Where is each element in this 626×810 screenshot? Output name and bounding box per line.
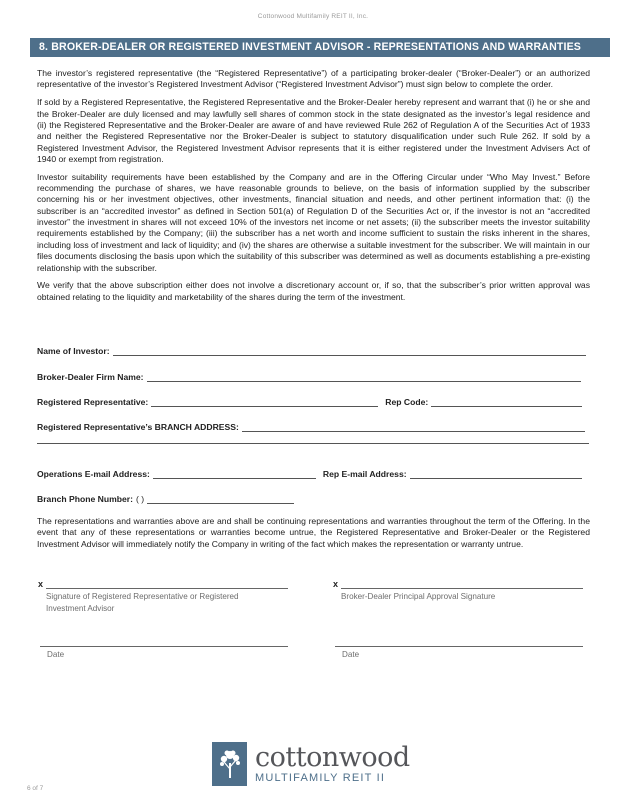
page-number: 6 of 7	[27, 785, 44, 792]
email-field-row	[37, 466, 582, 479]
cottonwood-logo	[212, 742, 410, 786]
rep-code-label: Rep Code:	[385, 397, 429, 407]
rep-signature-caption-line2: Investment Advisor	[46, 603, 115, 613]
principal-signature-caption: Broker-Dealer Principal Approval Signature	[341, 592, 496, 601]
rep-code-input[interactable]	[431, 397, 582, 407]
closing-statement: The representations and warranties above are and shall be continuing representations and warranties throughout the term of the Offering. In the event that any of these representations or warranties become untrue, the Registered Representative and Broker-Dealer or the Registered Investment Advisor will immediately notify the Company in writing of the fact which makes the representation or warranty untrue.	[37, 516, 590, 549]
rep-email-label: Rep E-mail Address:	[322, 469, 407, 479]
branch-address-label: Registered Representative’s BRANCH ADDRESS:	[37, 422, 239, 432]
branch-phone-label: Branch Phone Number:	[37, 494, 133, 504]
section-heading: 8. BROKER-DEALER OR REGISTERED INVESTMENT ADVISOR - REPRESENTATIONS AND WARRANTIES	[30, 38, 610, 57]
branch-address-field	[37, 419, 585, 432]
rep-signature-caption-line1: Signature of Registered Representative or Registered	[46, 592, 239, 601]
investor-name-input[interactable]	[113, 346, 586, 356]
operations-email-label: Operations E-mail Address:	[37, 469, 150, 479]
phone-area-code[interactable]: ( )	[135, 494, 145, 504]
principal-date-line[interactable]	[335, 639, 583, 647]
paragraph-intro: The investor’s registered representative (the “Registered Representative”) of a participating broker-dealer (“Broker-Dealer”) or an authorized representative of the investor’s Registered Investment Advisor (“Registered Investment Advisor”) must sign below to complete the order.	[37, 68, 590, 90]
rep-signature-line[interactable]	[46, 581, 288, 589]
paragraph-verification: We verify that the above subscription either does not involve a discretionary account or, if so, that the subscriber’s prior written approval was obtained relating to the liquidity and marketability of the shares during the term of the investment.	[37, 280, 590, 302]
paragraph-suitability: Investor suitability requirements have been established by the Company and are in the Offering Circular under “Who May Invest.” Before recommending the purchase of shares, we have reasonable grounds to believe, on the basis of information supplied by the subscriber concerning his or her investment objectives, other investments, financial situation and needs, and other pertinent information that: (i) the subscriber is an “accredited investor” as defined in Section 501(a) of Regulation D of the Securities Act or, if the investor is not an “accredited investor” the investment in shares will not exceed 10% of the investors net income or net assets; (ii) the subscriber meets the investor suitability requirements established by the Company; (iii) the subscriber has a net worth and income sufficient to sustain the risks inherent in the shares, including loss of investment and lack of liquidity; and (iv) the shares are otherwise a suitable investment for the subscriber. We will maintain in our files documents disclosing the basis upon which the suitability of this subscriber was determined as well as documents establishing a pre-existing relationship with the subscriber.	[37, 171, 590, 273]
rep-date-caption: Date	[47, 650, 65, 659]
body-text	[37, 68, 590, 310]
tree-logo-icon	[212, 742, 247, 786]
investor-name-label: Name of Investor:	[37, 346, 110, 356]
branch-address-input[interactable]	[242, 422, 585, 432]
branch-phone-input[interactable]	[147, 494, 294, 504]
tree-icon	[219, 749, 241, 779]
principal-signature-line[interactable]	[341, 581, 583, 589]
rep-signature-caption	[46, 591, 239, 614]
rep-email-input[interactable]	[410, 469, 582, 479]
firm-name-label: Broker-Dealer Firm Name:	[37, 372, 144, 382]
logo-subtitle: MULTIFAMILY REIT II	[255, 772, 386, 784]
logo-wordmark: cottonwood	[255, 742, 410, 773]
registered-rep-field	[37, 394, 582, 407]
operations-email-input[interactable]	[153, 469, 316, 479]
investor-name-field	[37, 343, 586, 356]
principal-date-caption: Date	[342, 650, 360, 659]
branch-address-line-2[interactable]	[37, 443, 589, 444]
rep-date-line[interactable]	[40, 639, 288, 647]
header-company-name: Cottonwood Multifamily REIT II, Inc.	[257, 13, 369, 20]
firm-name-field	[37, 369, 581, 382]
right-signature-mark: x	[333, 579, 339, 589]
branch-phone-field	[37, 491, 294, 504]
registered-rep-label: Registered Representative:	[37, 397, 149, 407]
left-signature-mark: x	[38, 579, 44, 589]
paragraph-licensing: If sold by a Registered Representative, the Registered Representative and the Broker-Dealer hereby represent and warrant that (i) he or she and the Broker-Dealer are duly licensed and may lawfully sell shares of common stock in the state designated as the investor’s legal residence and (ii) the Registered Representative and the Broker-Dealer are aware of and have reviewed Rule 262 of Regulation A of the Securities Act of 1933 and neither the Registered Representative nor the Broker-Dealer is subject to statutory disqualification under such Rule 262. If sold by a Registered Investment Advisor, the Registered Investment Advisor represents that it is either registered under the Investment Advisers Act of 1940 or exempt from registration.	[37, 97, 590, 164]
firm-name-input[interactable]	[147, 372, 581, 382]
registered-rep-input[interactable]	[151, 397, 378, 407]
